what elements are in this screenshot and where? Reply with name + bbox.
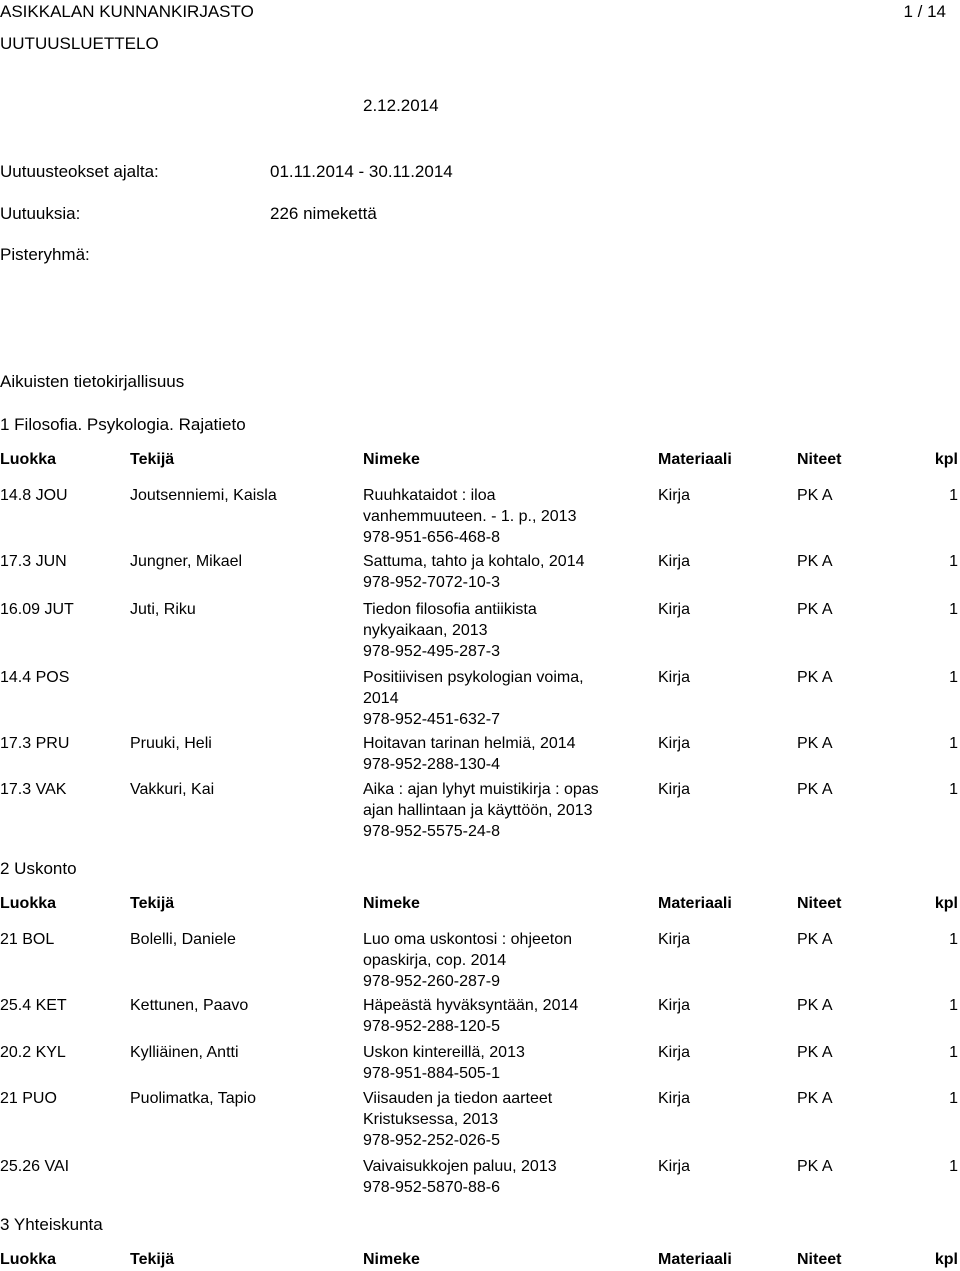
- column-header-niteet: Niteet: [797, 1251, 842, 1268]
- cell-kpl: 1: [949, 781, 958, 798]
- column-header-materiaali: Materiaali: [658, 1251, 732, 1268]
- cell-nimeke: [363, 485, 613, 548]
- column-header-kpl: kpl: [934, 1251, 958, 1268]
- cell-luokka: 20.2 KYL: [0, 1044, 66, 1061]
- group-label: Pisteryhmä:: [0, 245, 90, 264]
- cell-tekija: Jungner, Mikael: [130, 553, 243, 570]
- cell-kpl: 1: [949, 1044, 958, 1061]
- cell-kpl: 1: [949, 735, 958, 752]
- cell-luokka: 25.26 VAI: [0, 1158, 70, 1175]
- cell-niteet: PK A: [797, 487, 833, 504]
- title-text: Aika : ajan lyhyt muistikirja : opas ajan hallintaan ja käyttöön, 2013: [363, 781, 599, 819]
- isbn: 978-952-495-287-3: [363, 643, 500, 660]
- cell-luokka: 17.3 PRU: [0, 735, 70, 752]
- cell-luokka: 14.8 JOU: [0, 487, 68, 504]
- cell-niteet: PK A: [797, 601, 833, 618]
- isbn: 978-952-5575-24-8: [363, 823, 500, 840]
- list-title: UUTUUSLUETTELO: [0, 34, 159, 53]
- cell-materiaali: Kirja: [658, 1090, 691, 1107]
- isbn: 978-951-656-468-8: [363, 529, 500, 546]
- cell-kpl: 1: [949, 931, 958, 948]
- cell-nimeke: [363, 599, 613, 662]
- cell-tekija: Pruuki, Heli: [130, 735, 212, 752]
- column-header-materiaali: Materiaali: [658, 451, 732, 468]
- isbn: 978-951-884-505-1: [363, 1065, 500, 1082]
- cell-nimeke: [363, 779, 613, 842]
- cell-tekija: Joutsenniemi, Kaisla: [130, 487, 277, 504]
- cell-materiaali: Kirja: [658, 601, 691, 618]
- cell-kpl: 1: [949, 1090, 958, 1107]
- cell-luokka: 25.4 KET: [0, 997, 67, 1014]
- column-header-kpl: kpl: [934, 895, 958, 912]
- period-value: 01.11.2014 - 30.11.2014: [270, 162, 453, 181]
- report-date: 2.12.2014: [363, 96, 439, 115]
- count-label: Uutuuksia:: [0, 204, 81, 223]
- cell-kpl: 1: [949, 1158, 958, 1175]
- cell-nimeke: [363, 995, 613, 1037]
- column-header-nimeke: Nimeke: [363, 451, 420, 468]
- count-value: 226 nimekettä: [270, 204, 377, 223]
- isbn: 978-952-451-632-7: [363, 711, 500, 728]
- cell-niteet: PK A: [797, 781, 833, 798]
- isbn: 978-952-5870-88-6: [363, 1179, 500, 1196]
- cell-tekija: Kylliäinen, Antti: [130, 1044, 239, 1061]
- title-text: Sattuma, tahto ja kohtalo, 2014: [363, 553, 585, 570]
- cell-luokka: 17.3 JUN: [0, 553, 67, 570]
- section-heading: 2 Uskonto: [0, 859, 77, 878]
- title-text: Häpeästä hyväksyntään, 2014: [363, 997, 579, 1014]
- cell-luokka: 17.3 VAK: [0, 781, 67, 798]
- cell-materiaali: Kirja: [658, 669, 691, 686]
- cell-luokka: 21 BOL: [0, 931, 55, 948]
- title-text: Hoitavan tarinan helmiä, 2014: [363, 735, 576, 752]
- cell-kpl: 1: [949, 553, 958, 570]
- cell-niteet: PK A: [797, 553, 833, 570]
- column-header-luokka: Luokka: [0, 895, 57, 912]
- cell-materiaali: Kirja: [658, 781, 691, 798]
- title-text: Positiivisen psykologian voima, 2014: [363, 669, 584, 707]
- isbn: 978-952-288-130-4: [363, 756, 500, 773]
- period-label: Uutuusteokset ajalta:: [0, 162, 159, 181]
- isbn: 978-952-252-026-5: [363, 1132, 500, 1149]
- section-heading: 3 Yhteiskunta: [0, 1215, 103, 1234]
- cell-niteet: PK A: [797, 735, 833, 752]
- column-header-niteet: Niteet: [797, 451, 842, 468]
- column-header-tekija: Tekijä: [130, 1251, 175, 1268]
- cell-nimeke: [363, 929, 613, 992]
- column-header-materiaali: Materiaali: [658, 895, 732, 912]
- cell-niteet: PK A: [797, 931, 833, 948]
- cell-nimeke: [363, 1088, 613, 1151]
- cell-luokka: 14.4 POS: [0, 669, 70, 686]
- cell-luokka: 16.09 JUT: [0, 601, 74, 618]
- title-text: Vaivaisukkojen paluu, 2013: [363, 1158, 557, 1175]
- cell-materiaali: Kirja: [658, 1158, 691, 1175]
- cell-nimeke: [363, 1042, 613, 1084]
- cell-kpl: 1: [949, 601, 958, 618]
- cell-tekija: Juti, Riku: [130, 601, 196, 618]
- title-text: Ruuhkataidot : iloa vanhemmuuteen. - 1. p., 2013: [363, 487, 577, 525]
- library-name: ASIKKALAN KUNNANKIRJASTO: [0, 2, 254, 21]
- column-header-nimeke: Nimeke: [363, 1251, 420, 1268]
- cell-niteet: PK A: [797, 1090, 833, 1107]
- column-header-niteet: Niteet: [797, 895, 842, 912]
- cell-materiaali: Kirja: [658, 997, 691, 1014]
- cell-nimeke: [363, 667, 613, 730]
- cell-materiaali: Kirja: [658, 735, 691, 752]
- column-header-luokka: Luokka: [0, 451, 57, 468]
- cell-materiaali: Kirja: [658, 931, 691, 948]
- cell-niteet: PK A: [797, 1158, 833, 1175]
- cell-tekija: Puolimatka, Tapio: [130, 1090, 256, 1107]
- column-header-kpl: kpl: [934, 451, 958, 468]
- column-header-nimeke: Nimeke: [363, 895, 420, 912]
- cell-niteet: PK A: [797, 1044, 833, 1061]
- cell-nimeke: [363, 551, 613, 593]
- title-text: Uskon kintereillä, 2013: [363, 1044, 525, 1061]
- main-heading: Aikuisten tietokirjallisuus: [0, 372, 185, 391]
- cell-materiaali: Kirja: [658, 553, 691, 570]
- cell-tekija: Kettunen, Paavo: [130, 997, 249, 1014]
- column-header-tekija: Tekijä: [130, 451, 175, 468]
- cell-kpl: 1: [949, 669, 958, 686]
- cell-materiaali: Kirja: [658, 1044, 691, 1061]
- cell-nimeke: [363, 733, 613, 775]
- cell-materiaali: Kirja: [658, 487, 691, 504]
- column-header-luokka: Luokka: [0, 1251, 57, 1268]
- title-text: Tiedon filosofia antiikista nykyaikaan, 2013: [363, 601, 537, 639]
- isbn: 978-952-288-120-5: [363, 1018, 500, 1035]
- title-text: Luo oma uskontosi : ohjeeton opaskirja, cop. 2014: [363, 931, 573, 969]
- cell-tekija: Vakkuri, Kai: [130, 781, 215, 798]
- section-heading: 1 Filosofia. Psykologia. Rajatieto: [0, 415, 246, 434]
- cell-niteet: PK A: [797, 997, 833, 1014]
- page-number: 1 / 14: [903, 2, 946, 21]
- cell-kpl: 1: [949, 997, 958, 1014]
- cell-niteet: PK A: [797, 669, 833, 686]
- cell-kpl: 1: [949, 487, 958, 504]
- cell-nimeke: [363, 1156, 613, 1198]
- title-text: Viisauden ja tiedon aarteet Kristuksessa, 2013: [363, 1090, 553, 1128]
- isbn: 978-952-260-287-9: [363, 973, 500, 990]
- column-header-tekija: Tekijä: [130, 895, 175, 912]
- cell-luokka: 21 PUO: [0, 1090, 57, 1107]
- isbn: 978-952-7072-10-3: [363, 574, 500, 591]
- cell-tekija: Bolelli, Daniele: [130, 931, 236, 948]
